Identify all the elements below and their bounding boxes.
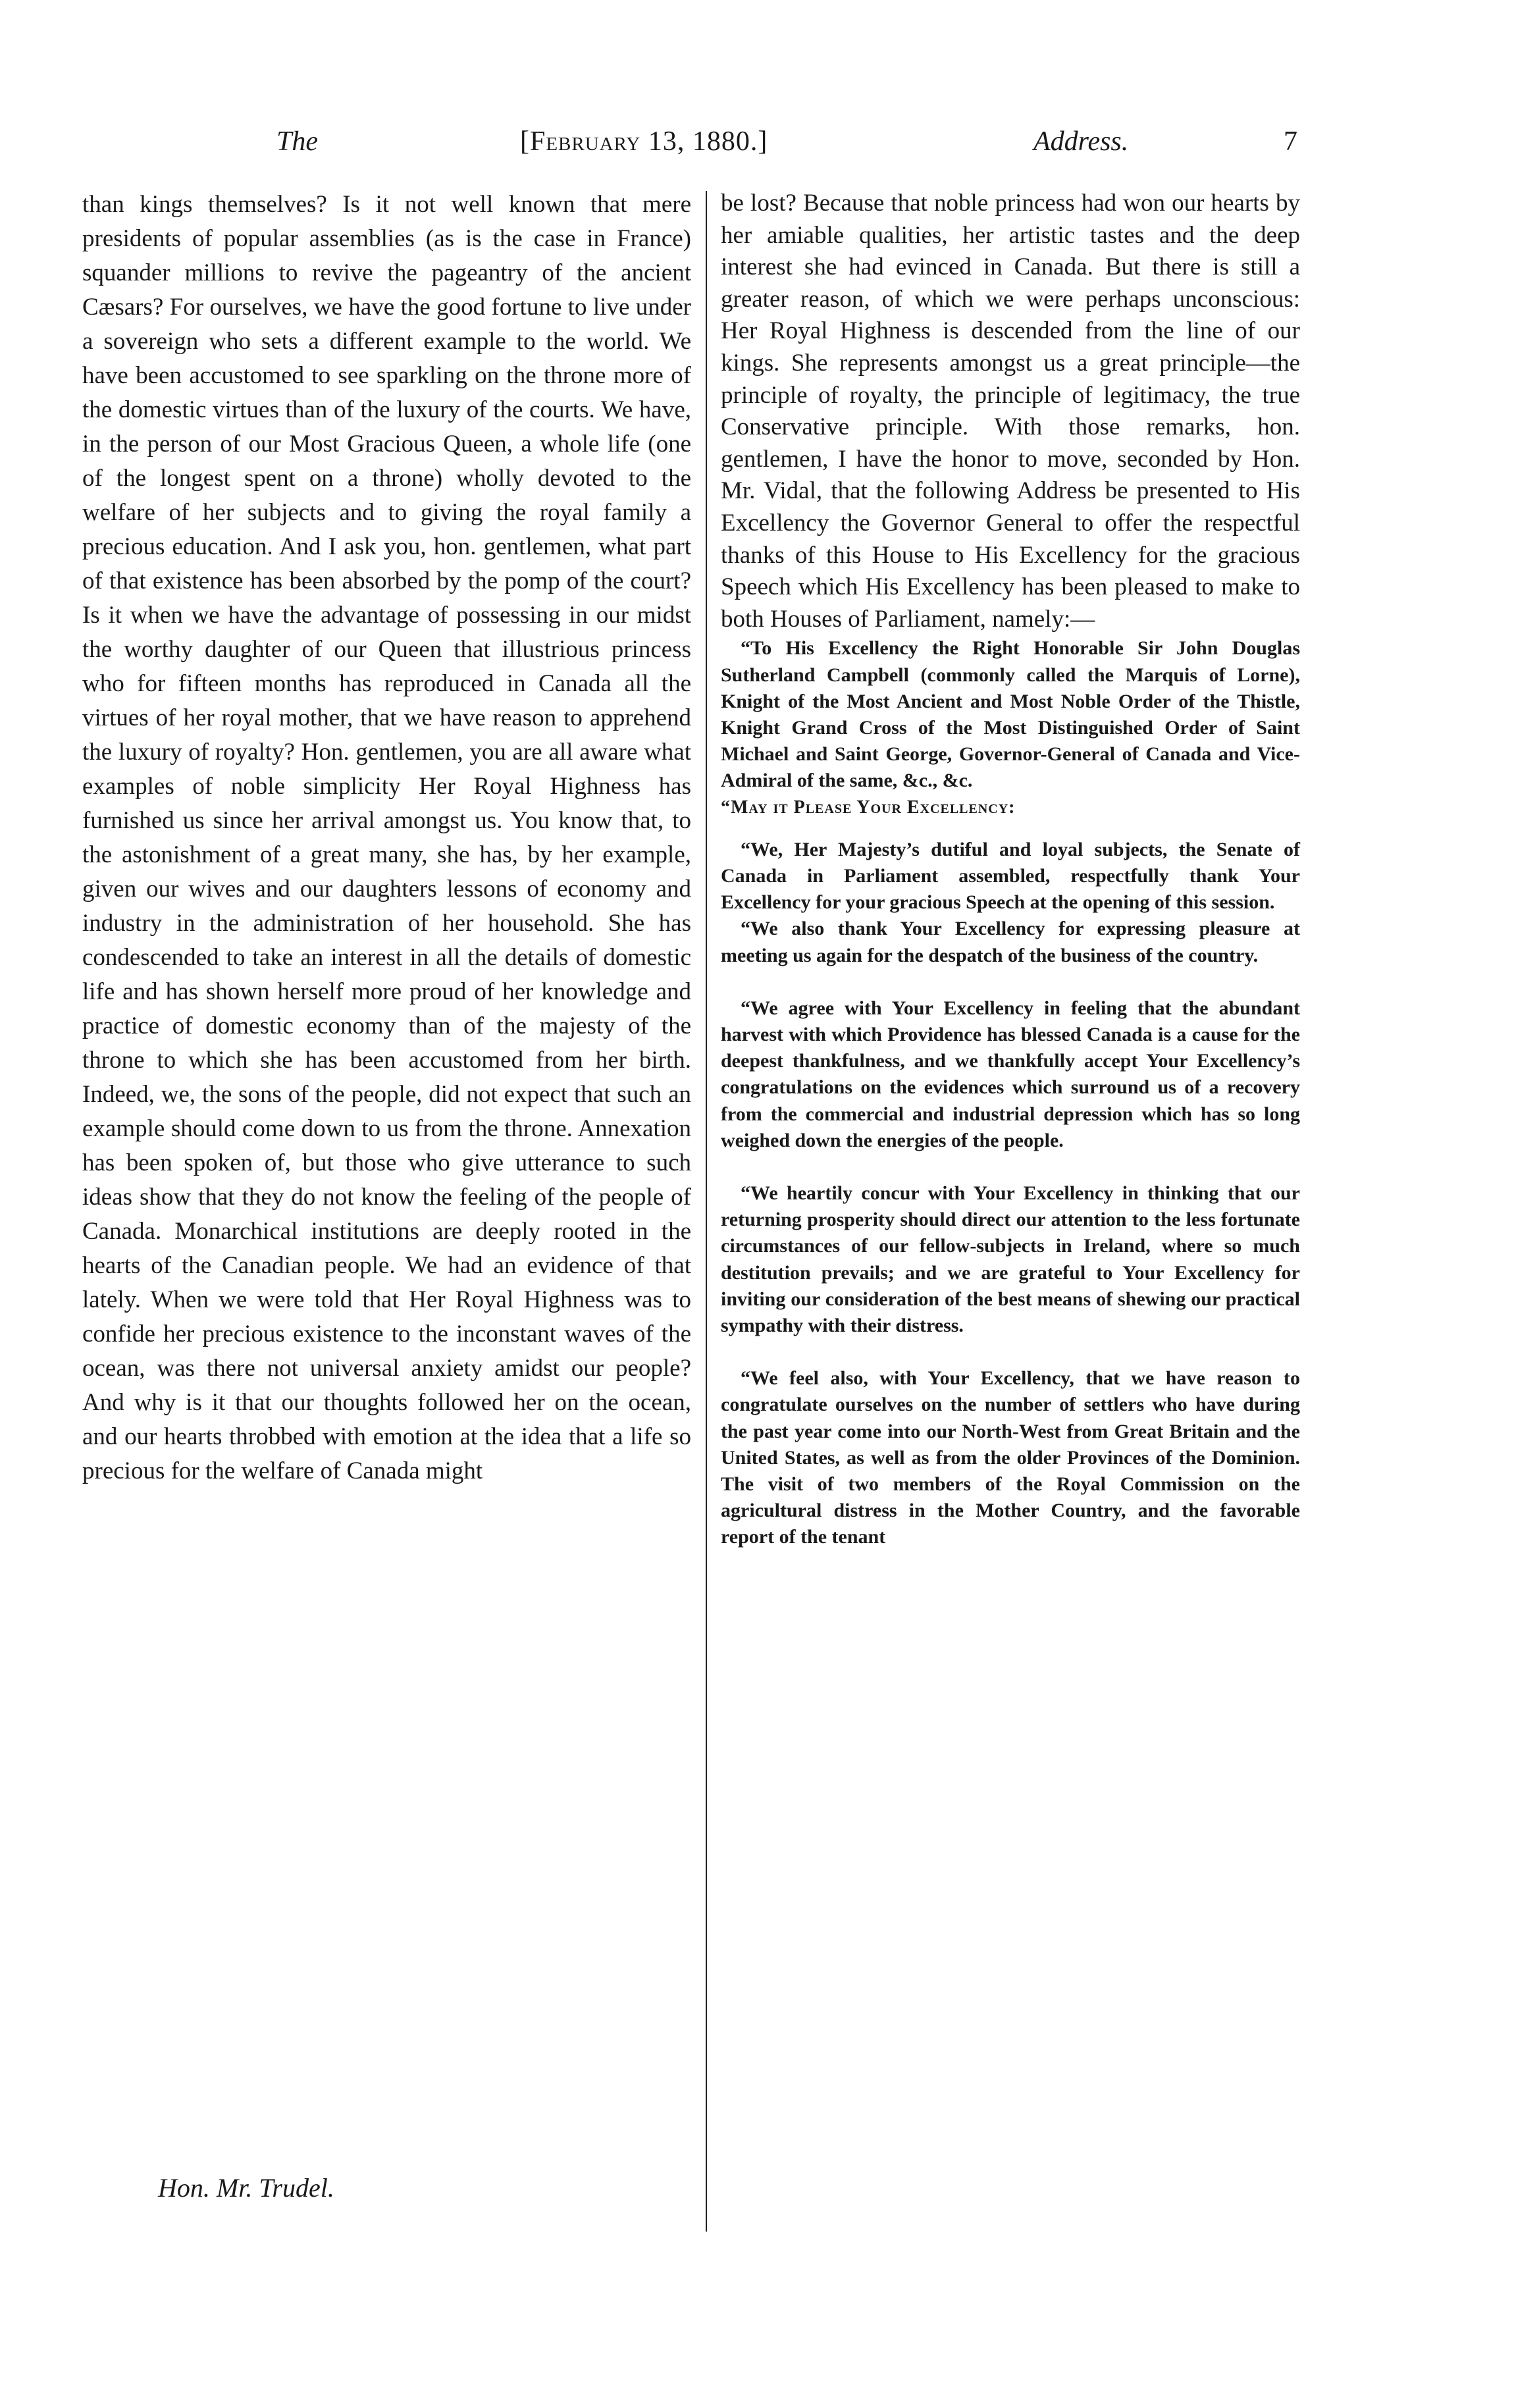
- right-column-text: be lost? Because that noble princess had won our hearts by her amiable qualities, her artistic tastes and the deep interest she had evinced in Canada. But there is still a greater reason, of which we were perhaps unconscious: Her Royal Highness is descended from the line of our kings. She represents amongst us a great principle—the principle of royalty, the principle of legitimacy, the true Conservative principle. With those remarks, hon. gentlemen, I have the honor to move, seconded by Hon. Mr. Vidal, that the following Address be presented to His Excellency the Governor General to offer the respectful thanks of this House to His Excellency for the gracious Speech which His Excellency has been pleased to make to both Houses of Parliament, namely:—: [721, 190, 1300, 633]
- address-paragraph: “We heartily concur with Your Excellency in thinking that our returning prosperity should direct our attention to the less fortunate circumstances of our fellow-subjects in Ireland, where so much destitution prevails; and we are grateful to Your Excellency for inviting our consideration of the best means of shewing our practical sympathy with their distress.: [721, 1182, 1300, 1336]
- column-divider: [706, 191, 707, 2232]
- address-paragraph: “We also thank Your Excellency for expressing pleasure at meeting us again for the despatch of the business of the country.: [721, 918, 1300, 966]
- address-paragraph: “We, Her Majesty’s dutiful and loyal subjects, the Senate of Canada in Parliament assembled, respectfully thank Your Excellency for your gracious Speech at the opening of this session.: [721, 838, 1300, 914]
- left-column-text: than kings themselves? Is it not well known that mere presidents of popular assemblies (as is the case in France) squander millions to revive the pageantry of the ancient Cæsars? For ourselves, we have the good fortune to live under a sovereign who sets a different example to the world. We have been accustomed to see sparkling on the throne more of the domestic virtues than of the luxury of the courts. We have, in the person of our Most Gracious Queen, a whole life (one of the longest spent on a throne) wholly devoted to the welfare of her subjects and to giving the royal family a precious education. And I ask you, hon. gentlemen, what part of that existence has been absorbed by the pomp of the court? Is it when we have the advantage of possessing in our midst the worthy daughter of our Queen that illustrious princess who for fifteen months has reproduced in Canada all the virtues of her royal mother, that we have reason to apprehend the luxury of royalty? Hon. gentlemen, you are all aware what examples of noble simplicity Her Royal Highness has furnished us since her arrival amongst us. You know that, to the astonishment of a great many, she has, by her example, given our wives and our daughters lessons of economy and industry in the administration of her household. She has condescended to take an interest in all the details of domestic life and has shown herself more proud of her knowledge and practice of domestic economy than of the majesty of the throne to which she has been accustomed from her birth. Indeed, we, the sons of the people, did not expect that such an example should come down to us from the throne. Annexation has been spoken of, but those who give utterance to such ideas show that they do not know the feeling of the people of Canada. Monarchical institutions are deeply rooted in the hearts of the Canadian people. We had an evidence of that lately. When we were told that Her Royal Highness was to confide her precious existence to the inconstant waves of the ocean, was there not universal anxiety amidst our people? And why is it that our thoughts followed her on the ocean, and our hearts throbbed with emotion at the idea that a life so precious for the welfare of Canada might: [82, 191, 691, 1484]
- right-column: [721, 188, 1300, 1551]
- header-left: The: [276, 126, 318, 157]
- page-number: 7: [1284, 126, 1297, 157]
- address-paragraph: “We feel also, with Your Excellency, that we have reason to congratulate ourselves on the number of settlers who have during the past year come into our North-West from Great Britain and the United States, as well as from the older Provinces of the Dominion. The visit of two members of the Royal Commission on the agricultural distress in the Mother Country, and the favorable report of the tenant: [721, 1367, 1300, 1548]
- address-recipient: “To His Excellency the Right Honorable Sir John Douglas Sutherland Campbell (commonly called the Marquis of Lorne), Knight of the Most Ancient and Most Noble Order of the Thistle, Knight Grand Cross of the Most Distinguished Order of Saint Michael and Saint George, Governor-General of Canada and Vice-Admiral of the same, &c., &c.: [721, 637, 1300, 792]
- header-right: Address.: [1033, 126, 1129, 157]
- address-paragraph: “We agree with Your Excellency in feeling that the abundant harvest with which Providence has blessed Canada is a cause for the deepest thankfulness, and we thankfully accept Your Excellency’s congratulations on the evidences which surround us of a recovery from the commercial and industrial depression which has so long weighed down the energies of the people.: [721, 997, 1300, 1151]
- address-salutation: “May it Please Your Excellency:: [721, 797, 1016, 818]
- header-date: [February 13, 1880.]: [520, 126, 768, 157]
- running-header: [178, 118, 1303, 165]
- speaker-footer: Hon. Mr. Trudel.: [158, 2173, 334, 2203]
- left-column: [82, 188, 691, 1488]
